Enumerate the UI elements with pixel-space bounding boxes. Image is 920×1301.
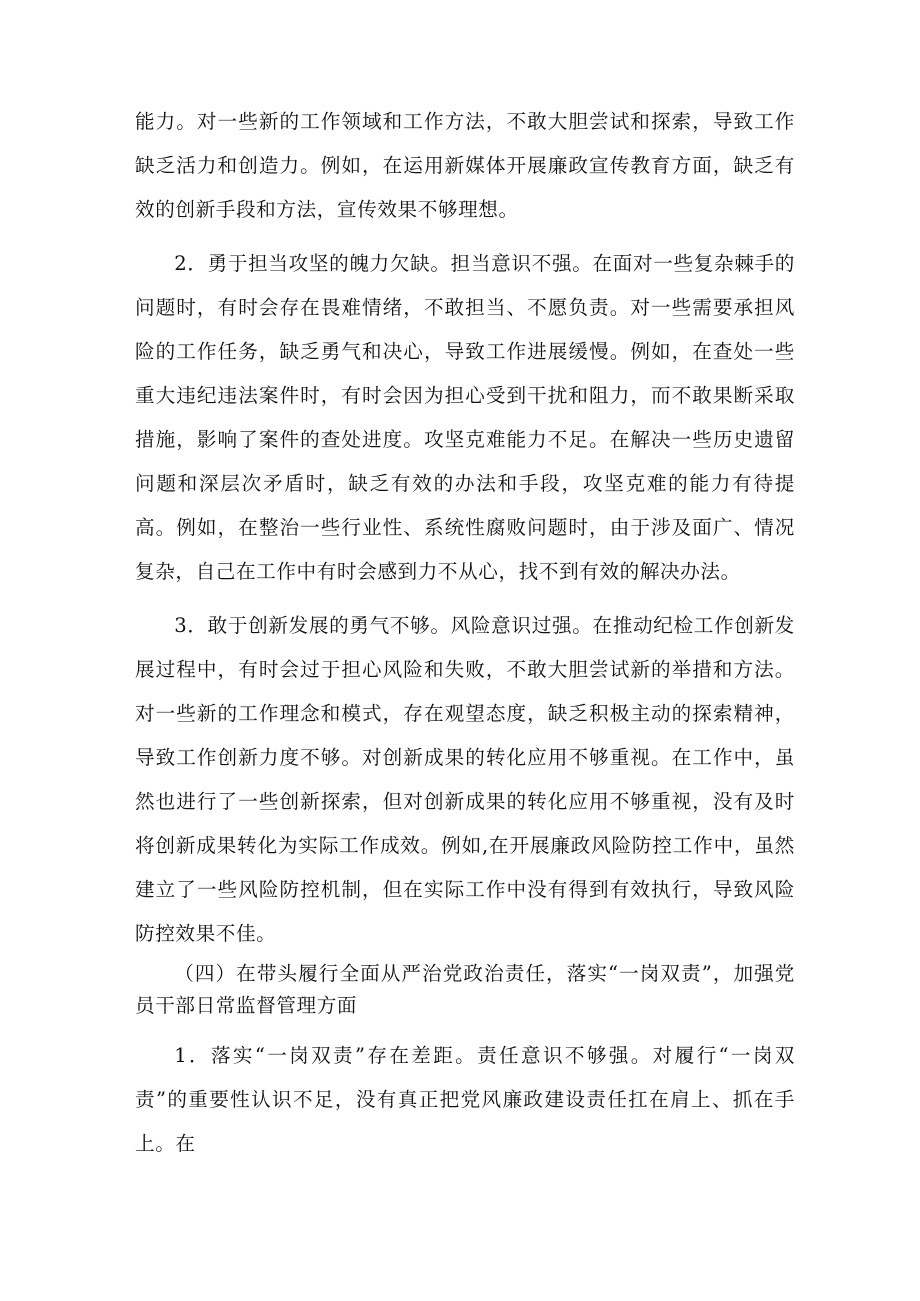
section-heading-4: （四）在带头履行全面从严治党政治责任，落实“一岗双责”，加强党员干部日常监督管理方面 <box>135 962 795 1017</box>
paragraph-item-2: 2．勇于担当攻坚的魄力欠缺。担当意识不强。在面对一些复杂棘手的问题时，有时会存在畏难情绪，不敢担当、不愿负责。对一些需要承担风险的工作任务，缺乏勇气和决心，导致工作进展缓慢。例如，在查处一些重大违纪违法案件时，有时会因为担心受到干扰和阻力，而不敢果断采取措施，影响了案件的查处进度。攻坚克难能力不足。在解决一些历史遗留问题和深层次矛盾时，缺乏有效的办法和手段，攻坚克难的能力有待提高。例如，在整治一些行业性、系统性腐败问题时，由于涉及面广、情况复杂，自己在工作中有时会感到力不从心，找不到有效的解决办法。 <box>135 252 795 583</box>
paragraph-continuation: 能力。对一些新的工作领域和工作方法，不敢大胆尝试和探索，导致工作缺乏活力和创造力。例如，在运用新媒体开展廉政宣传教育方面，缺乏有效的创新手段和方法，宣传效果不够理想。 <box>135 110 795 221</box>
document-page <box>135 100 795 1176</box>
paragraph-item-1: 1．落实“一岗双责”存在差距。责任意识不够强。对履行“一岗双责”的重要性认识不足，没有真正把党风廉政建设责任扛在肩上、抓在手上。在 <box>135 1044 795 1155</box>
paragraph-item-3: 3．敢于创新发展的勇气不够。风险意识过强。在推动纪检工作创新发展过程中，有时会过于担心风险和失败，不敢大胆尝试新的举措和方法。对一些新的工作理念和模式，存在观望态度，缺乏积极主动的探索精神，导致工作创新力度不够。对创新成果的转化应用不够重视。在工作中，虽然也进行了一些创新探索，但对创新成果的转化应用不够重视，没有及时将创新成果转化为实际工作成效。例如,在开展廉政风险防控工作中，虽然建立了一些风险防控机制，但在实际工作中没有得到有效执行，导致风险防控效果不佳。 <box>135 614 795 945</box>
